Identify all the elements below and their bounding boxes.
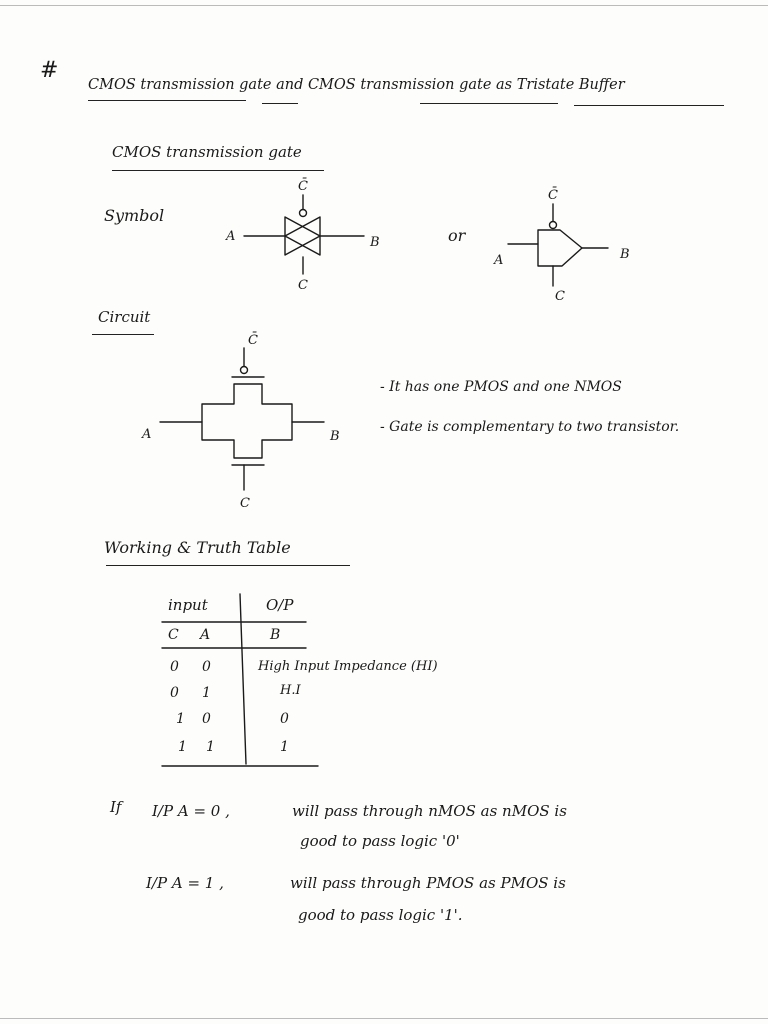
table-row-2-a: 1 <box>202 685 211 701</box>
circuit-note-2: - Gate is complementary to two transistor. <box>380 419 680 435</box>
circuit-bubble <box>241 367 248 374</box>
table-header-b: B <box>270 627 281 643</box>
table-row-3-b: 0 <box>280 711 289 727</box>
sym1-label-cbar: C̄ <box>298 179 308 194</box>
note1-text: will pass through nMOS as nMOS is <box>292 802 567 820</box>
sym1-triangle-left <box>285 217 320 255</box>
sym1-triangle-right <box>285 217 320 255</box>
symbol-label: Symbol <box>104 206 165 225</box>
sym2-bubble <box>550 222 557 229</box>
sym2-label-c: C <box>555 289 565 304</box>
note1-input: I/P A = 0 , <box>152 802 230 820</box>
circuit-note-1: - It has one PMOS and one NMOS <box>380 379 622 395</box>
note2-input: I/P A = 1 , <box>146 874 224 892</box>
sym1-bubble <box>300 210 307 217</box>
table-header-a: A <box>200 627 211 643</box>
title-hash: # <box>40 58 59 83</box>
table-row-3-c: 1 <box>176 711 185 727</box>
table-row-1-b: High Input Impedance (HI) <box>258 659 438 674</box>
table-header-input: input <box>168 596 208 614</box>
table-row-1-c: 0 <box>170 659 179 675</box>
table-header-c: C <box>168 627 179 643</box>
sym1-label-b: B <box>370 235 380 250</box>
sym2-body <box>538 230 582 266</box>
note-prefix: If <box>110 798 122 816</box>
circuit-label-c: C <box>240 496 250 511</box>
page-title: CMOS transmission gate and CMOS transmission gate as Tristate Buffer <box>88 77 625 93</box>
sym2-label-b: B <box>620 247 630 262</box>
tg-symbol-bowtie <box>244 195 364 274</box>
table-row-4-c: 1 <box>178 739 187 755</box>
note1-continuation: good to pass logic '0' <box>300 832 460 850</box>
sym2-label-a: A <box>494 253 504 268</box>
sym2-label-cbar: C̄ <box>548 188 558 203</box>
table-row-1-a: 0 <box>202 659 211 675</box>
table-row-2-c: 0 <box>170 685 179 701</box>
section-heading-circuit: Circuit <box>98 308 151 326</box>
table-header-output: O/P <box>266 596 294 614</box>
note2-text: will pass through PMOS as PMOS is <box>290 874 566 892</box>
or-label: or <box>448 226 466 245</box>
table-row-3-a: 0 <box>202 711 211 727</box>
table-row-4-b: 1 <box>280 739 289 755</box>
circuit-label-ctop: C̄ <box>248 333 258 348</box>
table-row-4-a: 1 <box>206 739 215 755</box>
tg-symbol-buffer <box>508 204 608 286</box>
sym1-label-a: A <box>226 229 236 244</box>
circuit-label-a: A <box>142 427 152 442</box>
note2-continuation: good to pass logic '1'. <box>298 906 463 924</box>
circuit-cross <box>202 384 292 458</box>
table-divider <box>240 594 246 764</box>
tg-circuit <box>160 348 324 490</box>
section-heading-working: Working & Truth Table <box>104 538 291 557</box>
section-heading-cmos-tg: CMOS transmission gate <box>112 143 302 161</box>
truth-table-grid <box>162 594 318 766</box>
sym1-label-c: C <box>298 278 308 293</box>
table-row-2-b: H.I <box>280 683 301 698</box>
circuit-label-b: B <box>330 429 340 444</box>
